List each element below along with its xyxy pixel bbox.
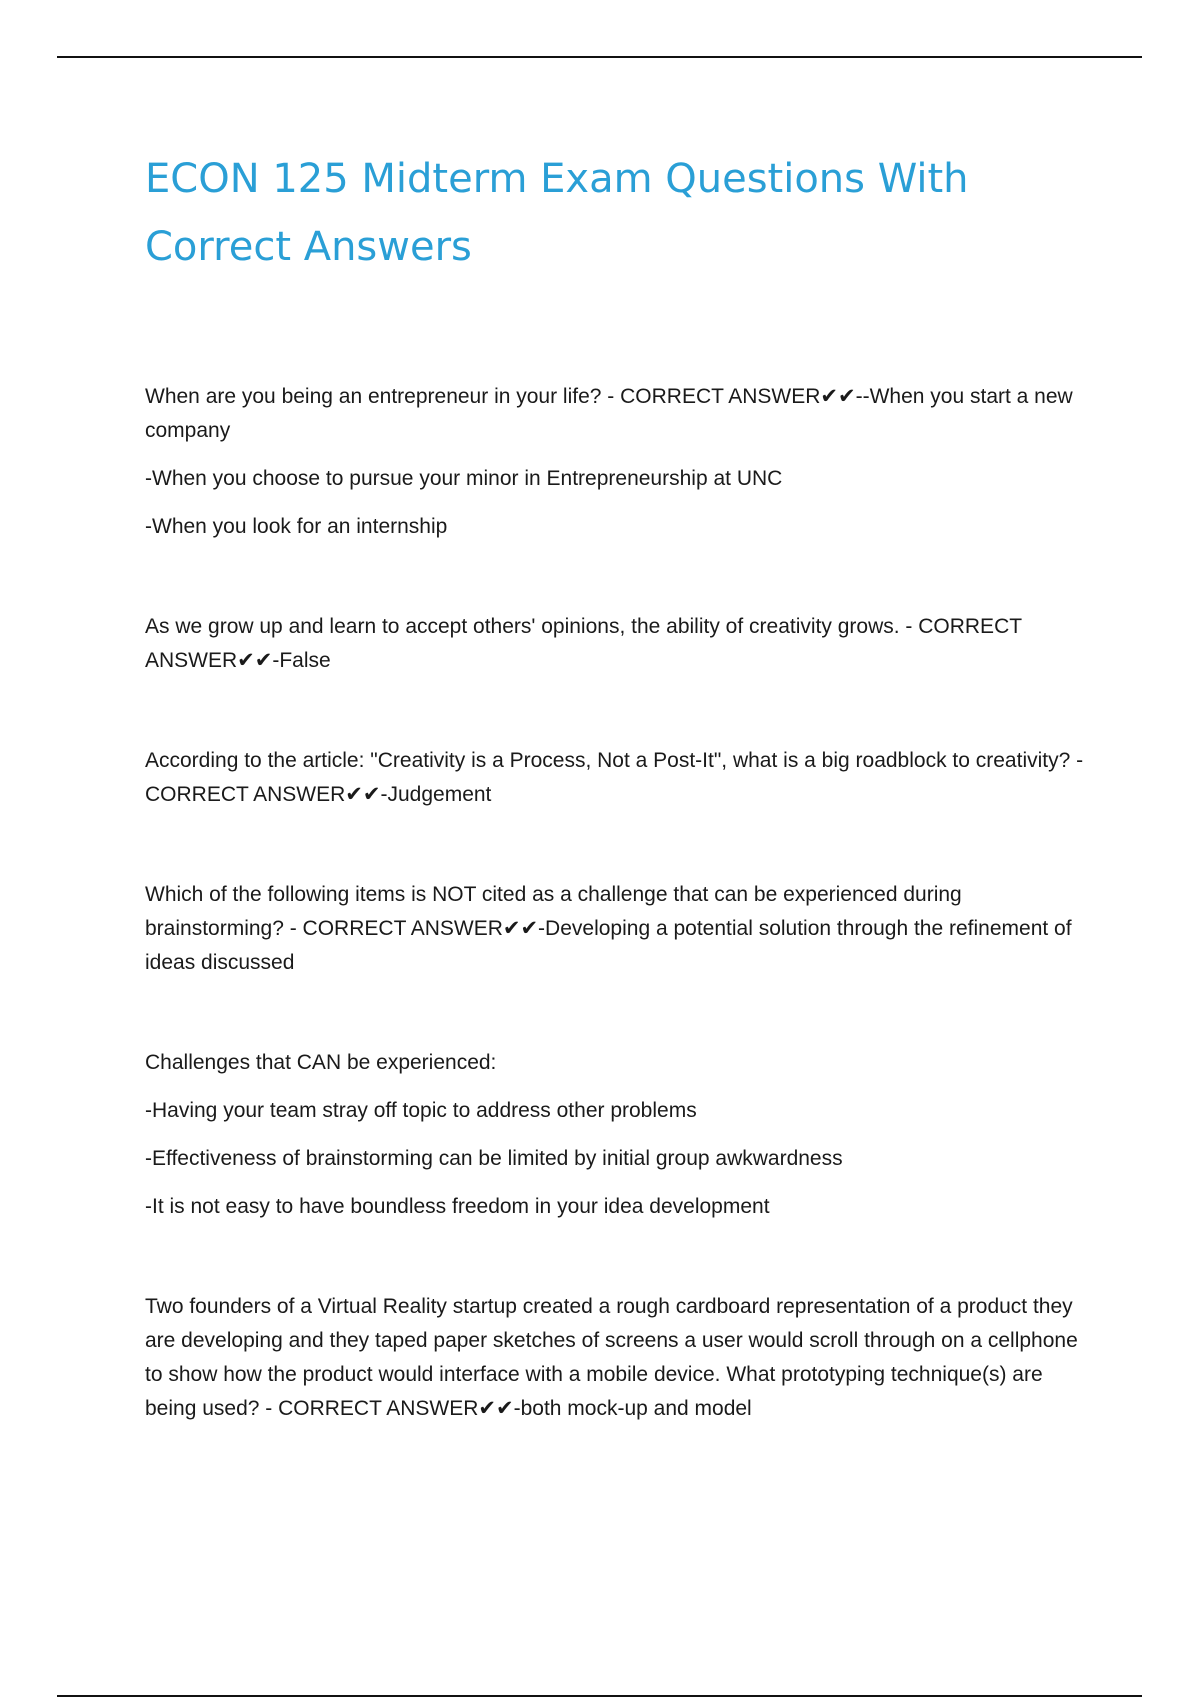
challenges-heading: Challenges that CAN be experienced: [145,1051,497,1074]
question-2: As we grow up and learn to accept others' opinions, the ability of creativity grows. - CORRECT ANSWER✔✔-False [145,615,1022,672]
answer-item: -When you choose to pursue your minor in Entrepreneurship at UNC [145,467,783,490]
bottom-divider [57,1695,1142,1697]
challenge-item: -It is not easy to have boundless freedom in your idea development [145,1195,770,1218]
question-4: Which of the following items is NOT cited as a challenge that can be experienced during brainstorming? - CORRECT ANSWER✔✔-Developing a potential solution through the refinement of ideas discussed [145,883,1072,974]
answer-item: -When you look for an internship [145,515,448,538]
challenge-item: -Effectiveness of brainstorming can be limited by initial group awkwardness [145,1147,843,1170]
question-5: Two founders of a Virtual Reality startup created a rough cardboard representation of a product they are developing and they taped paper sketches of screens a user would scroll through on a cellphone to show how the product would interface with a mobile device. What prototyping technique(s) are being used? - CORRECT ANSWER✔✔-both mock-up and model [145,1295,1078,1420]
question-3: According to the article: "Creativity is a Process, Not a Post-It", what is a big roadblock to creativity? - CORRECT ANSWER✔✔-Judgement [145,749,1084,806]
document-body [145,380,1090,1426]
document-title: ECON 125 Midterm Exam Questions With Correct Answers [145,156,969,270]
top-divider [57,56,1142,58]
question-1: When are you being an entrepreneur in your life? - CORRECT ANSWER✔✔--When you start a new company [145,385,1073,442]
challenge-item: -Having your team stray off topic to address other problems [145,1099,697,1122]
